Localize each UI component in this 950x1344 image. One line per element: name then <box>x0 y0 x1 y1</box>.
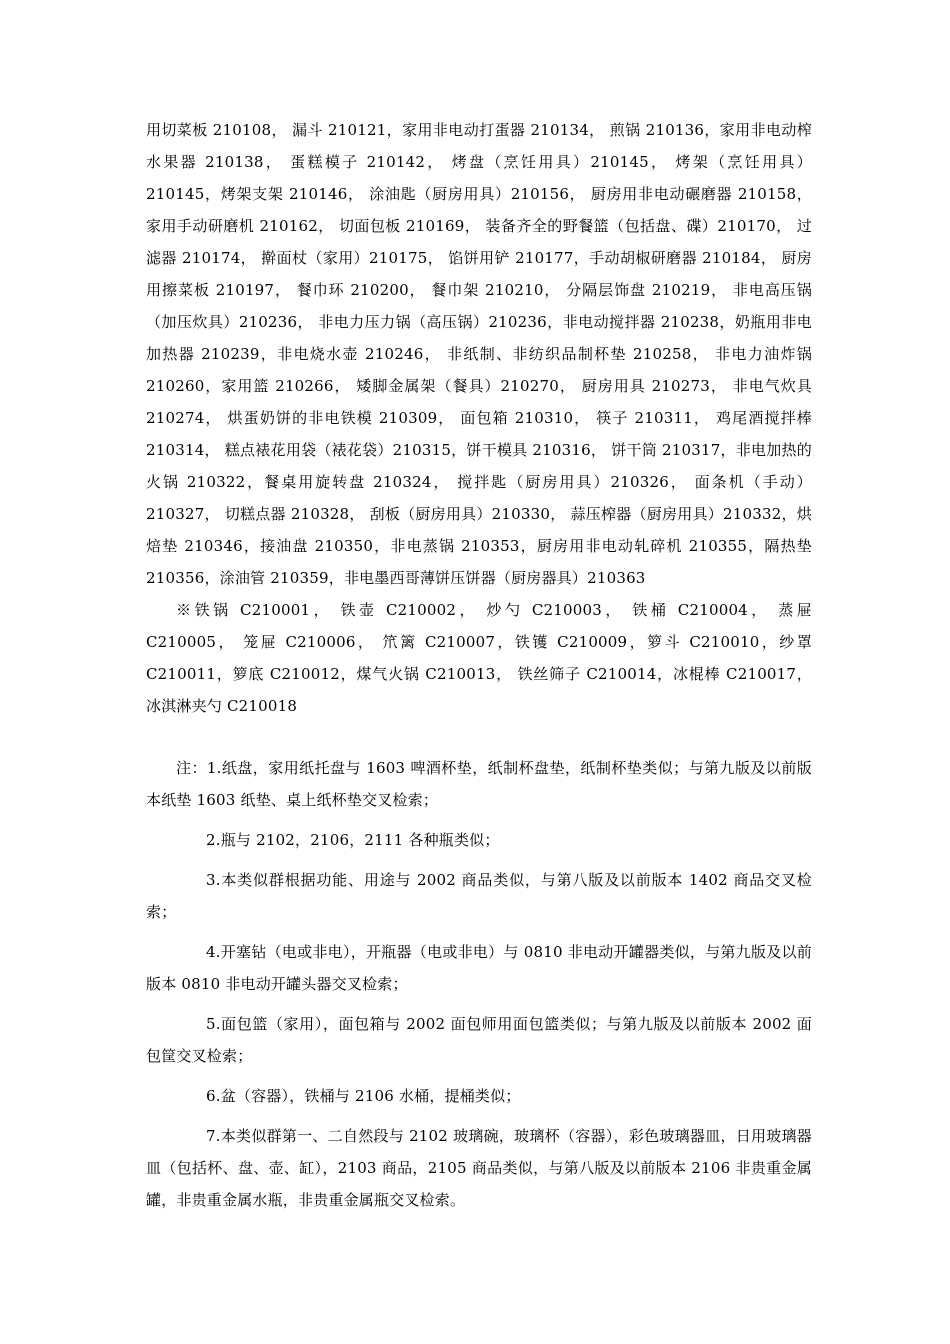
document-body <box>146 114 812 1216</box>
note-4: 4.开塞钻（电或非电），开瓶器（电或非电）与 0810 非电动开罐器类似，与第九版及以前版本 0810 非电动开罐头器交叉检索； <box>146 943 812 993</box>
goods-list-paragraph: 用切菜板 210108， 漏斗 210121，家用非电动打蛋器 210134， 煎锅 210136，家用非电动榨水果器 210138， 蛋糕模子 210142， 烤盘（烹饪用具）210145， 烤架（烹饪用具）210145，烤架支架 210146， 涂油匙（厨房用具）210156， 厨房用非电动碾磨器 210158， 家用手动研磨机 210162， 切面包板 210169， 装备齐全的野餐篮（包括盘、碟）210170， 过滤器 210174， 擀面杖（家用）210175， 馅饼用铲 210177，手动胡椒研磨器 210184， 厨房用擦菜板 210197， 餐巾环 210200， 餐巾架 210210， 分隔层饰盘 210219， 非电高压锅（加压炊具）210236， 非电力压力锅（高压锅）210236，非电动搅拌器 210238，奶瓶用非电加热器 210239，非电烧水壶 210246， 非纸制、非纺织品制杯垫 210258， 非电力油炸锅 210260，家用篮 210266， 矮脚金属架（餐具）210270， 厨房用具 210273， 非电气炊具 210274， 烘蛋奶饼的非电铁模 210309， 面包箱 210310， 筷子 210311， 鸡尾酒搅拌棒 210314， 糕点裱花用袋（裱花袋）210315，饼干模具 210316， 饼干筒 210317，非电加热的火锅 210322，餐桌用旋转盘 210324， 搅拌匙（厨房用具）210326， 面条机（手动）210327， 切糕点器 210328， 刮板（厨房用具）210330， 蒜压榨器（厨房用具）210332，烘焙垫 210346，接油盘 210350，非电蒸锅 210353，厨房用非电动轧碎机 210355，隔热垫 210356，涂油管 210359，非电墨西哥薄饼压饼器（厨房器具）210363 <box>146 121 812 587</box>
note-7: 7.本类似群第一、二自然段与 2102 玻璃碗，玻璃杯（容器），彩色玻璃器皿，日用玻璃器皿（包括杯、盘、壶、缸），2103 商品，2105 商品类似，与第八版及以前版本 2106 非贵重金属罐，非贵重金属水瓶，非贵重金属瓶交叉检索。 <box>146 1127 812 1209</box>
paragraph-gap <box>146 722 812 752</box>
note-2: 2.瓶与 2102，2106，2111 各种瓶类似； <box>206 831 500 849</box>
note-5: 5.面包篮（家用），面包箱与 2002 面包师用面包篮类似；与第九版及以前版本 2002 面包筐交叉检索； <box>146 1015 812 1065</box>
note-3: 3.本类似群根据功能、用途与 2002 商品类似，与第八版及以前版本 1402 商品交叉检索； <box>146 871 812 921</box>
note-6: 6.盆（容器），铁桶与 2106 水桶，提桶类似； <box>206 1087 521 1105</box>
note-1: 注：1.纸盘，家用纸托盘与 1603 啤酒杯垫，纸制杯盘垫，纸制杯垫类似；与第九版及以前版本纸垫 1603 纸垫、桌上纸杯垫交叉检索； <box>146 759 812 809</box>
marked-goods-paragraph: ※铁锅 C210001， 铁壶 C210002， 炒勺 C210003， 铁桶 C210004， 蒸屉 C210005， 笼屉 C210006， 笊篱 C210007，铁镬 C210009，箩斗 C210010，纱罩 C210011，箩底 C210012，煤气火锅 C210013， 铁丝筛子 C210014，冰棍棒 C210017， 冰淇淋夹勺 C210018 <box>146 601 812 715</box>
